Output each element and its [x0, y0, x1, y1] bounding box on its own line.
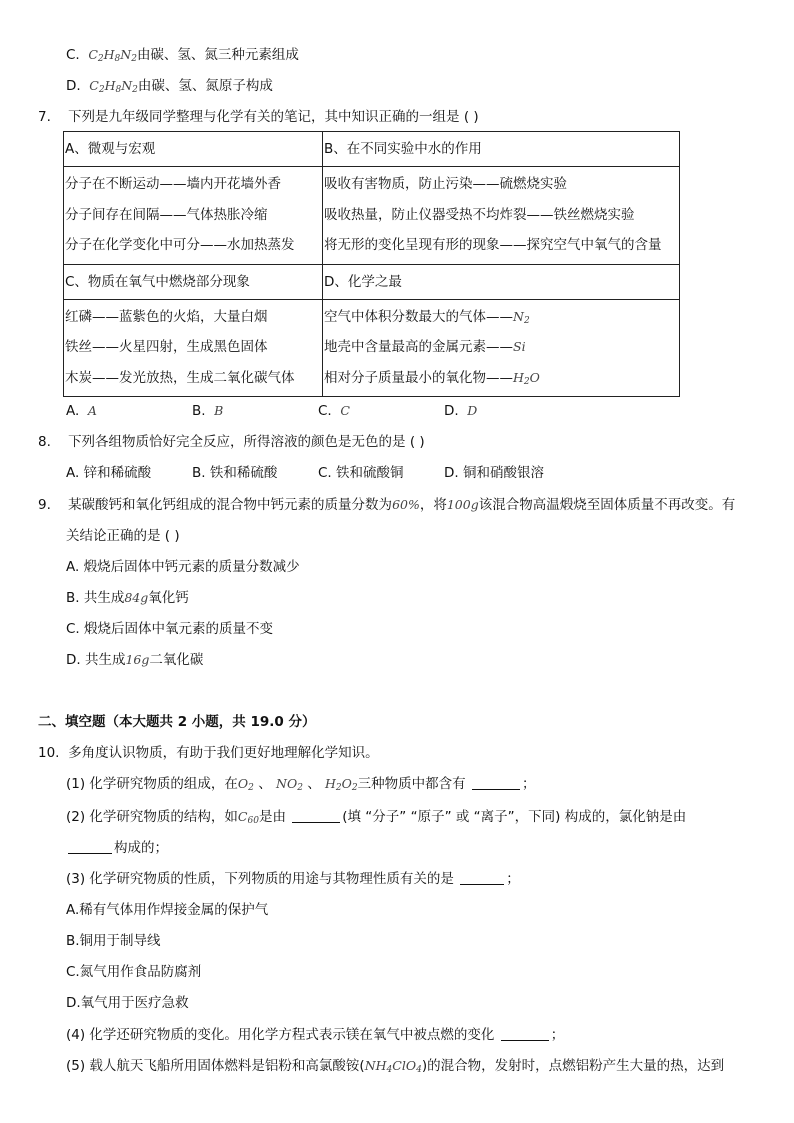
option-label: B.	[192, 403, 206, 419]
cell-c-body	[64, 299, 323, 397]
q9-option-b[interactable]	[66, 589, 189, 607]
option-text: 二氧化碳	[149, 652, 204, 668]
formula-h2o: $H_2O$	[513, 369, 540, 387]
option-label: C.	[318, 403, 332, 419]
math-value: 60%	[392, 497, 420, 512]
q6-option-d	[66, 77, 273, 99]
option-label: D.	[66, 78, 81, 94]
formula-o2: $O_2$	[237, 776, 254, 793]
q8-option-d[interactable]: D. 铜和硝酸银溶	[444, 465, 544, 481]
answer-blank[interactable]	[68, 839, 112, 854]
formula-nh4clo4: $NH_4ClO_4$	[364, 1058, 422, 1075]
formula-c2h8n2: $C_2H_8N_2$	[89, 78, 138, 95]
question-text: ，将	[419, 497, 447, 513]
q9-option-d[interactable]	[66, 651, 203, 669]
formula-si: Si	[513, 339, 526, 354]
answer-blank[interactable]	[292, 808, 340, 823]
question-text: 某碳酸钙和氧化钙组成的混合物中钙元素的质量分数为	[68, 497, 393, 513]
answer-blank[interactable]	[501, 1026, 549, 1041]
q7-option-d[interactable]	[444, 402, 477, 420]
cell-d-header: D、化学之最	[323, 264, 680, 299]
option-label: C.	[66, 47, 80, 63]
q10-choice-c[interactable]: C.氮气用作食品防腐剂	[66, 964, 202, 980]
answer-blank[interactable]	[460, 870, 504, 885]
formula-h2o2: $H_2O_2$	[325, 776, 358, 793]
table-line: 分子在不断运动——墙内开花墙外香	[65, 176, 281, 192]
q10-part-1: (1) 化学研究物质的组成，在$O_2$ 、 $NO_2$ 、 $H_2O_2$三种物质中都含有 ；	[66, 776, 536, 793]
part-text: ；	[550, 1027, 565, 1043]
option-label: D.	[444, 403, 459, 419]
question-10-stem	[38, 744, 379, 762]
answer-blank[interactable]	[472, 775, 520, 790]
question-9-stem	[38, 496, 735, 514]
question-text: 下列各组物质恰好完全反应，所得溶液的颜色是无色的是 ( )	[68, 434, 425, 450]
part-text: 是由	[258, 809, 286, 825]
table-line: 吸收有害物质，防止污染——硫燃烧实验	[324, 176, 567, 192]
question-7-stem	[38, 108, 479, 126]
part-text: 构成的；	[114, 840, 168, 856]
q10-choice-a[interactable]: A.稀有气体用作焊接金属的保护气	[66, 902, 269, 918]
part-text: (1) 化学研究物质的组成，在	[66, 776, 238, 792]
part-text: 三种物质中都含有	[357, 776, 466, 792]
line-text: 地壳中含量最高的金属元素——	[324, 339, 513, 355]
option-value: C	[340, 403, 350, 418]
math-value: 100g	[446, 497, 479, 512]
line-text: 空气中体积分数最大的气体——	[324, 308, 513, 325]
table-line	[324, 305, 678, 336]
part-text: (5) 载人航天飞船所用固体燃料是铝粉和高氯酸铵	[66, 1058, 360, 1074]
q10-part-3	[66, 870, 520, 888]
table-line: 木炭——发光放热，生成二氧化碳气体	[65, 369, 295, 386]
table-line	[324, 335, 678, 366]
q8-option-b[interactable]: B. 铁和稀硫酸	[192, 465, 278, 481]
cell-a-header: A、微观与宏观	[64, 132, 323, 167]
table-line: 分子在化学变化中可分——水加热蒸发	[65, 237, 295, 253]
q9-option-c[interactable]: C. 煅烧后固体中氧元素的质量不变	[66, 621, 274, 637]
question-text: 该混合物高温煅烧至固体质量不再改变。有	[478, 497, 736, 513]
q7-option-a[interactable]	[66, 402, 97, 420]
option-value: B	[214, 403, 224, 418]
q10-part-2	[66, 808, 686, 830]
cell-b-body	[323, 167, 680, 265]
question-number: 8.	[38, 434, 51, 450]
part-text: ；	[506, 871, 520, 887]
table-line: 吸收热量，防止仪器受热不均炸裂——铁丝燃烧实验	[324, 206, 635, 223]
part-text: (填 “分子” “原子” 或 “离子”，下同) 构成的，氯化钠是由	[342, 809, 687, 825]
table-line	[324, 366, 678, 397]
option-text: 氧化钙	[148, 590, 189, 606]
part-text: (2) 化学研究物质的结构，如	[66, 809, 238, 825]
q6-option-c	[66, 46, 299, 68]
cell-c-header: C、物质在氧气中燃烧部分现象	[64, 264, 323, 299]
formula-n2: $N_2$	[513, 308, 530, 326]
table-line: 红磷——蓝紫色的火焰，大量白烟	[65, 308, 268, 325]
q7-option-b[interactable]	[192, 402, 223, 420]
section-2-title: 二、填空题（本大题共 2 小题，共 19.0 分）	[38, 714, 316, 730]
question-number: 10.	[38, 745, 60, 761]
option-value: A	[87, 403, 97, 418]
q10-part-4	[66, 1026, 564, 1044]
q9-option-a[interactable]: A. 煅烧后固体中钙元素的质量分数减少	[66, 559, 300, 575]
part-text: (4) 化学还研究物质的变化。用化学方程式表示镁在氧气中被点燃的变化	[66, 1027, 495, 1043]
cell-d-body	[323, 299, 680, 397]
part-text: ；	[521, 776, 536, 792]
math-value: 84g	[124, 590, 149, 605]
question-8-stem	[38, 433, 425, 451]
table-line: 分子间存在间隔——气体热胀冷缩	[65, 206, 268, 223]
formula-c60: $C_{60}$	[237, 809, 259, 826]
formula-c2h8n2: $C_2H_8N_2$	[88, 47, 137, 64]
q10-choice-b[interactable]: B.铜用于制导线	[66, 933, 161, 949]
option-text: 由碳、氢、氮原子构成	[137, 78, 273, 94]
q10-part-5: (5) 载人航天飞船所用固体燃料是铝粉和高氯酸铵$(NH_4ClO_4)$的混合物，发射时，点燃铝粉产生大量的热，达到	[66, 1058, 725, 1075]
cell-b-header: B、在不同实验中水的作用	[323, 132, 680, 167]
q10-choice-d[interactable]: D.氧气用于医疗急救	[66, 995, 189, 1011]
table-line: 铁丝——火星四射，生成黑色固体	[65, 339, 268, 355]
q7-option-c[interactable]	[318, 402, 350, 420]
cell-a-body	[64, 167, 323, 265]
question-number: 7.	[38, 109, 51, 125]
formula-no2: $NO_2$	[276, 776, 303, 793]
table-line: 将无形的变化呈现有形的现象——探究空气中氧气的含量	[324, 237, 662, 253]
part-text: (3) 化学研究物质的性质，下列物质的用途与其物理性质有关的是	[66, 871, 454, 887]
q7-knowledge-table	[63, 131, 680, 397]
q8-option-a[interactable]: A. 锌和稀硫酸	[66, 465, 152, 481]
option-label: A.	[66, 403, 80, 419]
option-text: B. 共生成	[66, 590, 125, 606]
question-text: 多角度认识物质，有助于我们更好地理解化学知识。	[68, 745, 379, 761]
part-text: 的混合物，发射时，点燃铝粉产生大量的热，达到	[427, 1058, 725, 1074]
math-value: 16g	[125, 652, 150, 667]
q8-option-c[interactable]: C. 铁和硫酸铜	[318, 465, 404, 481]
question-number: 9.	[38, 497, 51, 513]
option-text: D. 共生成	[66, 652, 126, 668]
question-text: 下列是九年级同学整理与化学有关的笔记，其中知识正确的一组是 ( )	[68, 109, 479, 125]
question-9-stem-line2: 关结论正确的是 ( )	[66, 528, 180, 544]
q10-part-2-line2	[66, 839, 168, 857]
line-text: 相对分子质量最小的氧化物——	[324, 369, 513, 386]
option-text: 由碳、氢、氮三种元素组成	[136, 47, 299, 63]
option-value: D	[467, 403, 478, 418]
